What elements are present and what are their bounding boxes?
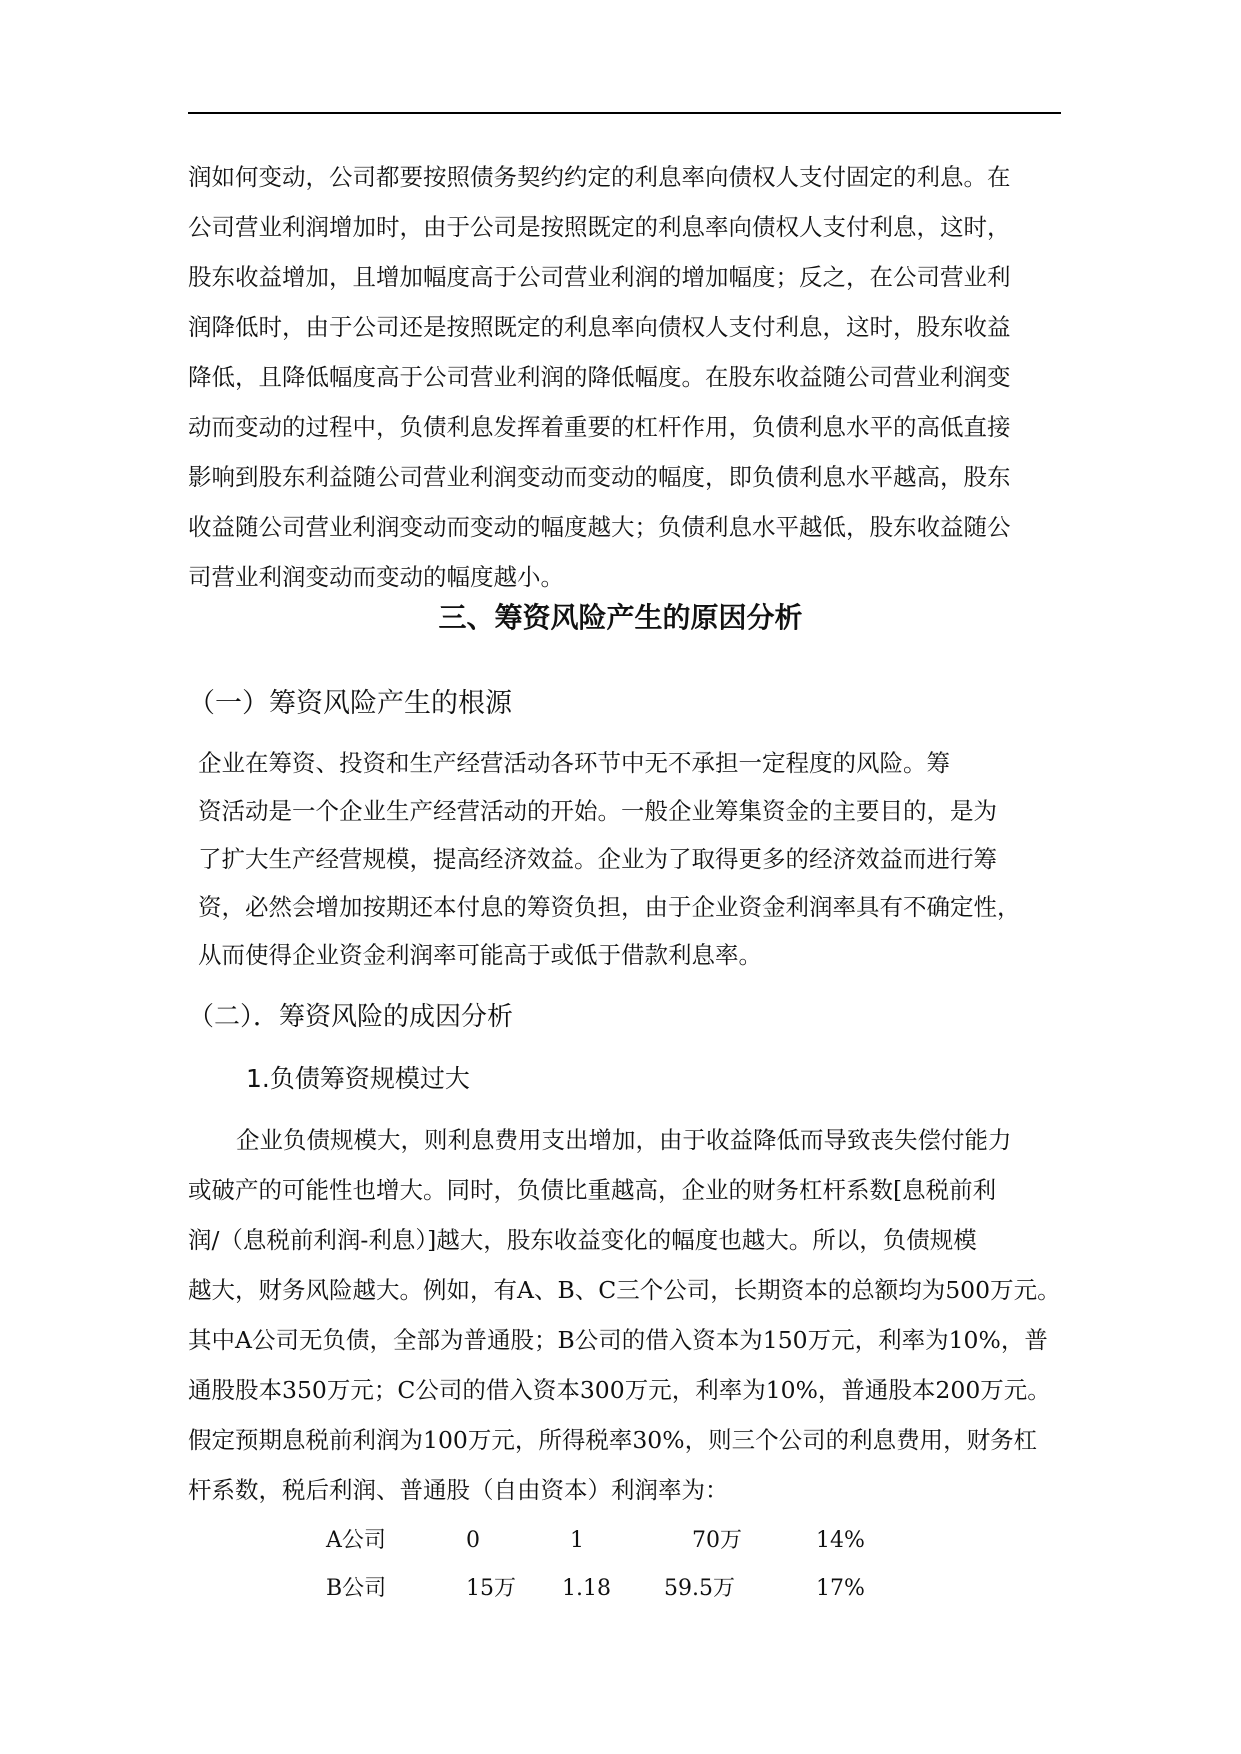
item-heading: 1.负债筹资规模过大 <box>246 1064 470 1093</box>
paragraph-line: 企业负债规模大，则利息费用支出增加，由于收益降低而导致丧失偿付能力 <box>236 1126 1012 1154</box>
paragraph-line: 资，必然会增加按期还本付息的筹资负担，由于企业资金利润率具有不确定性， <box>198 893 1021 921</box>
paragraph-line: 股东收益增加，且增加幅度高于公司营业利润的增加幅度；反之，在公司营业利 <box>188 263 1011 291</box>
paragraph-line: 从而使得企业资金利润率可能高于或低于借款利息率。 <box>198 941 762 969</box>
paragraph-line: 或破产的可能性也增大。同时，负债比重越高，企业的财务杠杆系数[息税前利 <box>188 1176 997 1204</box>
header-rule <box>188 112 1061 114</box>
paragraph-line: 通股股本350万元；C公司的借入资本300万元，利率为10%，普通股本200万元。 <box>188 1376 1051 1404</box>
table-cell-profit: 70万 <box>692 1528 742 1553</box>
paragraph-line: 其中A公司无负债，全部为普通股；B公司的借入资本为150万元，利率为10%，普 <box>188 1326 1048 1354</box>
table-cell-interest: 15万 <box>466 1576 516 1601</box>
paragraph-line: 杆系数，税后利润、普通股（自由资本）利润率为： <box>188 1476 729 1504</box>
table-cell-leverage: 1.18 <box>562 1576 611 1601</box>
paragraph-line: 润如何变动，公司都要按照债务契约约定的利息率向债权人支付固定的利息。在 <box>188 163 1011 191</box>
table-cell-leverage: 1 <box>570 1528 584 1553</box>
section-heading: 三、筹资风险产生的原因分析 <box>438 601 803 634</box>
table-cell-rate: 14% <box>816 1528 865 1553</box>
table-cell-company: B公司 <box>326 1576 387 1601</box>
paragraph-line: 企业在筹资、投资和生产经营活动各环节中无不承担一定程度的风险。筹 <box>198 749 950 777</box>
paragraph-line: 了扩大生产经营规模，提高经济效益。企业为了取得更多的经济效益而进行筹 <box>198 845 997 873</box>
paragraph-line: 影响到股东利益随公司营业利润变动而变动的幅度，即负债利息水平越高，股东 <box>188 463 1011 491</box>
paragraph-line: 资活动是一个企业生产经营活动的开始。一般企业筹集资金的主要目的，是为 <box>198 797 997 825</box>
paragraph-line: 司营业利润变动而变动的幅度越小。 <box>188 563 564 591</box>
table-cell-rate: 17% <box>816 1576 865 1601</box>
table-cell-interest: 0 <box>466 1528 480 1553</box>
sub-heading-causes: （二）．筹资风险的成因分析 <box>188 1002 514 1032</box>
table-cell-profit: 59.5万 <box>664 1576 735 1601</box>
paragraph-line: 越大，财务风险越大。例如，有A、B、C三个公司，长期资本的总额均为500万元。 <box>188 1276 1061 1304</box>
paragraph-line: 润/（息税前利润-利息）]越大，股东收益变化的幅度也越大。所以，负债规模 <box>188 1226 977 1254</box>
paragraph-line: 收益随公司营业利润变动而变动的幅度越大；负债利息水平越低，股东收益随公 <box>188 513 1011 541</box>
sub-heading-roots: （一）筹资风险产生的根源 <box>188 688 512 719</box>
table-cell-company: A公司 <box>326 1528 386 1553</box>
paragraph-line: 动而变动的过程中，负债利息发挥着重要的杠杆作用，负债利息水平的高低直接 <box>188 413 1011 441</box>
paragraph-line: 降低，且降低幅度高于公司营业利润的降低幅度。在股东收益随公司营业利润变 <box>188 363 1011 391</box>
paragraph-line: 润降低时，由于公司还是按照既定的利息率向债权人支付利息，这时，股东收益 <box>188 313 1011 341</box>
paragraph-line: 假定预期息税前利润为100万元，所得税率30%，则三个公司的利息费用，财务杠 <box>188 1426 1038 1454</box>
paragraph-line: 公司营业利润增加时，由于公司是按照既定的利息率向债权人支付利息，这时， <box>188 213 1011 241</box>
